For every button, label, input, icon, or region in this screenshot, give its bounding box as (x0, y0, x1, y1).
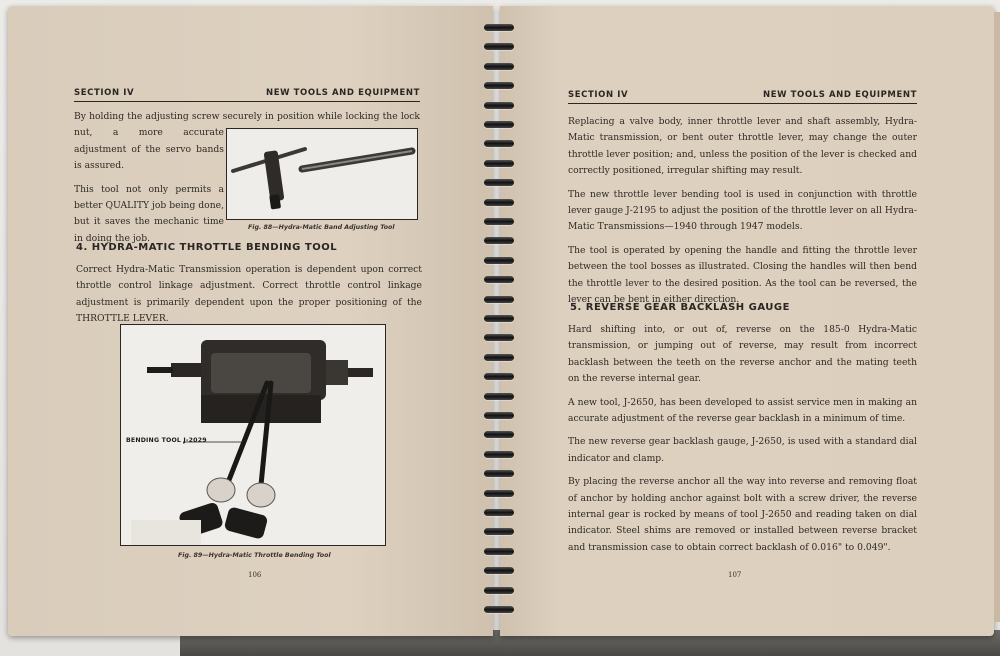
right-section-heading: 5. REVERSE GEAR BACKLASH GAUGE (570, 302, 790, 313)
spiral-coil (484, 218, 514, 225)
figure-89-image (120, 324, 386, 546)
spiral-coil (484, 334, 514, 341)
spiral-coil (484, 567, 514, 574)
band-adjusting-tool-icon (227, 129, 417, 219)
throttle-bending-tool-photo-icon (121, 325, 385, 545)
right-page-number: 107 (728, 571, 742, 579)
right-header-title: NEW TOOLS AND EQUIPMENT (762, 90, 917, 100)
right-header-section: SECTION IV (568, 90, 629, 100)
figure-88-image (226, 128, 418, 220)
spiral-coil (484, 24, 514, 31)
right-paragraph-4: Hard shifting into, or out of, reverse on the 185-0 Hydra-Matic transmission, or jumping out of reverse, may result from incorrect backlash between the teeth on the reverse anchor and the mating teeth on the reverse internal gear. (568, 324, 917, 385)
spiral-coil (484, 606, 514, 613)
figure-89-callout: BENDING TOOL J-2029 (126, 437, 207, 444)
spiral-coil (484, 548, 514, 555)
figure-88-caption: Fig. 88—Hydra-Matic Band Adjusting Tool (248, 224, 395, 231)
right-paragraph-7: By placing the reverse anchor all the way into reverse and removing float of anchor by holding anchor against bolt with a screw driver, the reverse internal gear is rocked by means of tool J-2650 and reading taken on dial indicator. Steel shims are removed or installed between reverse bracket and transmission case to obtain correct backlash of 0.016" to 0.049". (568, 476, 917, 553)
left-paragraph-2: This tool not only permits a better QUALITY job being done, but it saves the mechanic time in doing the job. (74, 183, 224, 244)
right-paragraph-5: A new tool, J-2650, has been developed to assist service men in making an accurate adjustment of the reverse gear backlash in a minimum of time. (568, 396, 917, 425)
spiral-coil (484, 296, 514, 303)
right-text-block-2 (568, 322, 917, 563)
spiral-coil (484, 528, 514, 535)
left-page-header (74, 88, 420, 102)
spiral-coil (484, 179, 514, 186)
left-page (8, 6, 493, 636)
spiral-coil (484, 160, 514, 167)
spiral-coil (484, 354, 514, 361)
spiral-coil (484, 82, 514, 89)
spiral-coil (484, 199, 514, 206)
open-manual (8, 6, 996, 638)
left-paragraph-3: Correct Hydra-Matic Transmission operation is dependent upon correct throttle control linkage adjustment. Correct throttle control linkage adjustment is primarily dependent upon the proper positioning of the THROTTLE LEVER. (76, 264, 422, 325)
spiral-coil (484, 140, 514, 147)
left-header-title: NEW TOOLS AND EQUIPMENT (265, 88, 420, 98)
left-page-number: 106 (248, 571, 262, 579)
spiral-coil (484, 470, 514, 477)
spiral-coil (484, 257, 514, 264)
right-paragraph-6: The new reverse gear backlash gauge, J-2650, is used with a standard dial indicator and clamp. (568, 436, 917, 464)
spiral-coil (484, 451, 514, 458)
right-page-header (568, 90, 917, 104)
right-paragraph-2: The new throttle lever bending tool is used in conjunction with throttle lever gauge J-2195 to adjust the position of the throttle lever on all Hydra-Matic Transmissions—1940 through 1947 models. (568, 188, 917, 233)
spiral-coil (484, 63, 514, 70)
spiral-coil (484, 315, 514, 322)
spiral-coil (484, 393, 514, 400)
right-page (500, 6, 994, 636)
right-paragraph-3: The tool is operated by opening the handle and fitting the throttle lever between the tool bosses as illustrated. Closing the handles will then bend the throttle lever to the desired position. As the tool can be reversed, the lever can be bent in either direction. (568, 244, 917, 306)
left-header-section: SECTION IV (74, 88, 135, 98)
spiral-coil (484, 237, 514, 244)
spiral-binding (478, 16, 522, 626)
spiral-coil (484, 102, 514, 109)
spiral-coil (484, 412, 514, 419)
spiral-coil (484, 490, 514, 497)
right-paragraph-1: Replacing a valve body, inner throttle lever and shaft assembly, Hydra-Matic transmission, or bent outer throttle lever, may change the outer throttle lever position; and, unless the position of the lever is checked and correctly positioned, irregular shifting may result. (568, 116, 917, 177)
spiral-coil (484, 373, 514, 380)
spiral-coil (484, 431, 514, 438)
spiral-coil (484, 276, 514, 283)
spiral-coil (484, 509, 514, 516)
spiral-coil (484, 121, 514, 128)
left-paragraph-1: By holding the adjusting screw securely in position while locking the lock nut, a more accurate adjustment of the servo bands is assured. (74, 111, 420, 172)
spiral-coil (484, 43, 514, 50)
left-section-heading: 4. HYDRA-MATIC THROTTLE BENDING TOOL (76, 242, 338, 253)
right-text-block-1 (568, 114, 917, 315)
figure-89-caption: Fig. 89—Hydra-Matic Throttle Bending Tool (178, 552, 331, 559)
spiral-coil (484, 587, 514, 594)
